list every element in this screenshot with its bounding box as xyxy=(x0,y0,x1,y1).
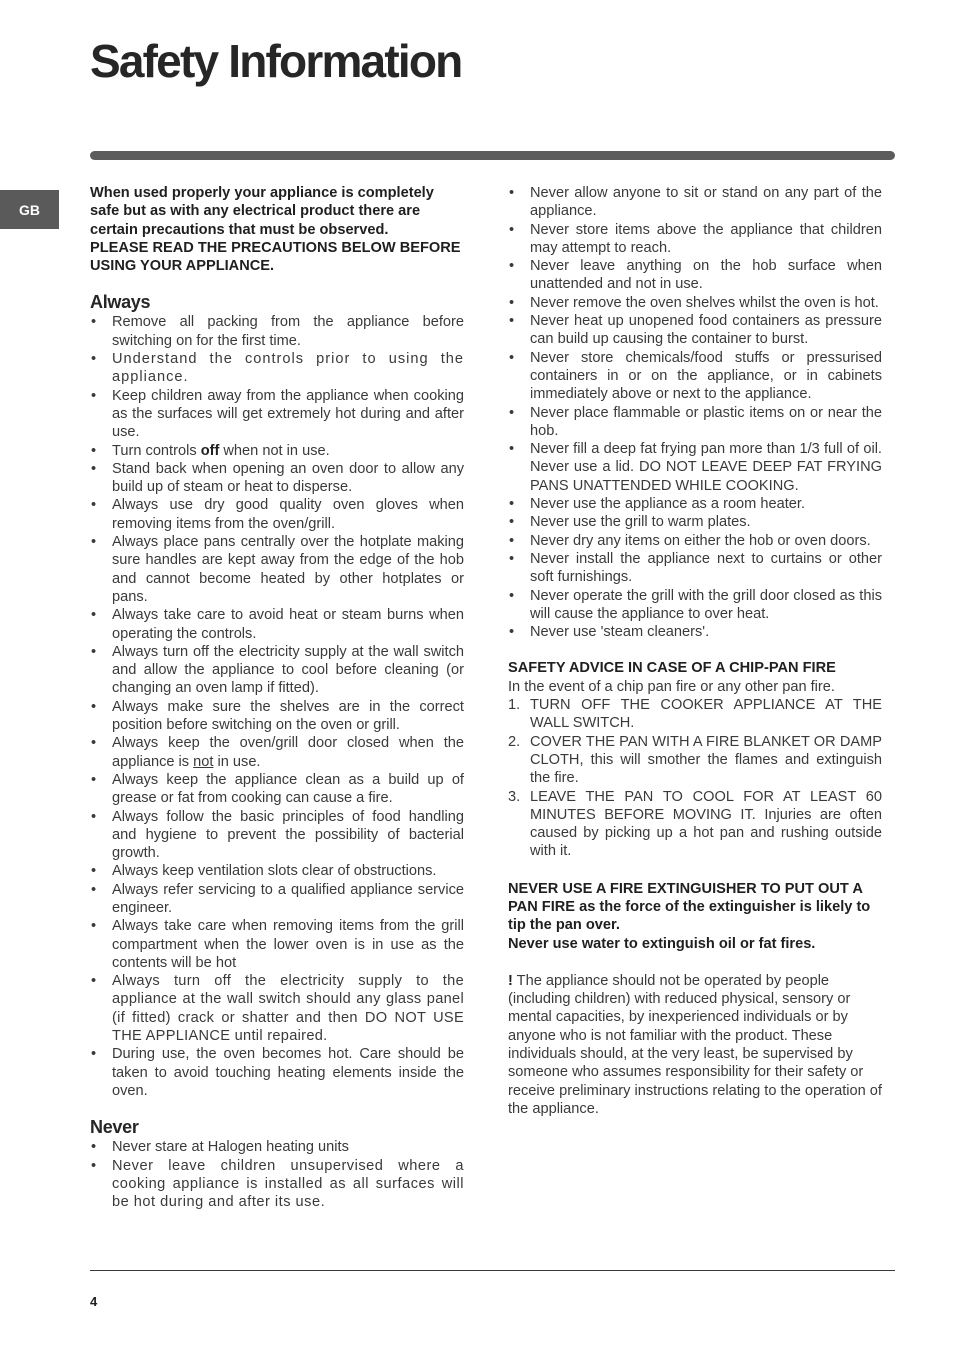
intro-line: PLEASE READ THE PRECAUTIONS BELOW BEFORE USING YOUR APPLIANCE. xyxy=(90,239,461,275)
chip-pan-heading: SAFETY ADVICE IN CASE OF A CHIP-PAN FIRE xyxy=(508,660,836,677)
warning-line: NEVER USE A FIRE EXTINGUISHER TO PUT OUT A PAN FIRE as the force of the extinguisher is likely to tip the pan over. xyxy=(508,880,871,934)
right-column xyxy=(508,184,882,1118)
list-item: • Never store chemicals/food stuffs or pressurised containers in or on the appliance, or in cabinets immediately above or next to the appliance. xyxy=(508,349,882,404)
step-number: 1. xyxy=(508,697,521,714)
list-item: • Never operate the grill with the grill door closed as this will cause the appliance to over heat. xyxy=(508,587,882,624)
list-item: • Always follow the basic principles of food handling and hygiene to prevent the possibility of bacterial growth. xyxy=(90,808,464,863)
chip-pan-steps xyxy=(508,696,882,861)
step-number: 2. xyxy=(508,733,521,750)
supervision-note xyxy=(508,972,882,1118)
list-item: • Always keep ventilation slots clear of obstructions. xyxy=(90,862,464,880)
page-number: 4 xyxy=(90,1294,98,1309)
list-item: • Always keep the appliance clean as a build up of grease or fat from cooking can cause a fire. xyxy=(90,771,464,808)
never-list-right xyxy=(508,184,882,641)
list-item: • Never stare at Halogen heating units xyxy=(90,1138,464,1156)
list-item: • Always turn off the electricity supply to the appliance at the wall switch should any glass panel (if fitted) crack or shatter and then DO NOT USE THE APPLIANCE until repaired. xyxy=(90,972,464,1045)
list-item: • Never place flammable or plastic items on or near the hob. xyxy=(508,404,882,441)
extinguisher-warning xyxy=(508,880,882,953)
item-text: Turn controls xyxy=(112,442,201,459)
list-item: • Always take care when removing items from the grill compartment when the lower oven is in use as the contents will be hot xyxy=(90,917,464,972)
list-item: • Never heat up unopened food containers as pressure can build up causing the container to burst. xyxy=(508,312,882,349)
list-item: • Always turn off the electricity supply at the wall switch and allow the appliance to cool before cleaning (or changing an oven lamp if fitted). xyxy=(90,643,464,698)
list-item: • Never store items above the appliance that children may attempt to reach. xyxy=(508,221,882,258)
always-heading: Always xyxy=(90,292,151,313)
list-item: • Never dry any items on either the hob or oven doors. xyxy=(508,532,882,550)
list-item: • Always take care to avoid heat or steam burns when operating the controls. xyxy=(90,606,464,643)
list-item: • Always use dry good quality oven gloves when removing items from the oven/grill. xyxy=(90,496,464,533)
header-divider-bar xyxy=(90,151,895,160)
step-item xyxy=(508,733,882,788)
list-item: • Never leave children unsupervised where a cooking appliance is installed as all surfaces will be hot during and after its use. xyxy=(90,1157,464,1212)
list-item: • Never remove the oven shelves whilst the oven is hot. xyxy=(508,294,882,312)
list-item: • Never fill a deep fat frying pan more than 1/3 full of oil. Never use a lid. DO NOT LEAVE DEEP FAT FRYING PANS UNATTENDED WHILE COOKING. xyxy=(508,440,882,495)
step-number: 3. xyxy=(508,788,521,805)
item-text: when not in use. xyxy=(219,442,330,459)
footer-divider xyxy=(90,1270,895,1271)
page-title: Safety Information xyxy=(90,35,462,87)
list-item: • Never use the grill to warm plates. xyxy=(508,513,882,531)
list-item: • Never use 'steam cleaners'. xyxy=(508,623,882,641)
never-list-left xyxy=(90,1138,464,1211)
list-item xyxy=(90,734,464,771)
note-text: The appliance should not be operated by people (including children) with reduced physical, sensory or mental capacities, by inexperienced individuals or by anyone who is not familiar with the product. These individuals should, at the very least, be supervised by someone who assumes responsibility for their safety or receive preliminary instructions relating to the operation of the appliance. xyxy=(508,972,882,1117)
list-item: • During use, the oven becomes hot. Care should be taken to avoid touching heating elements inside the oven. xyxy=(90,1045,464,1100)
warning-line: Never use water to extinguish oil or fat fires. xyxy=(508,935,816,952)
list-item: • Never leave anything on the hob surface when unattended and not in use. xyxy=(508,257,882,294)
chip-pan-lead: In the event of a chip pan fire or any other pan fire. xyxy=(508,678,835,695)
list-item: • Understand the controls prior to using the appliance. xyxy=(90,350,464,387)
list-item: • Always refer servicing to a qualified appliance service engineer. xyxy=(90,881,464,918)
item-text: Always keep the oven/grill door closed when the appliance is xyxy=(112,735,464,770)
step-item xyxy=(508,696,882,733)
language-tab: GB xyxy=(0,190,59,229)
intro-paragraph xyxy=(90,184,464,275)
list-item: • Remove all packing from the appliance before switching on for the first time. xyxy=(90,313,464,350)
list-item: • Never use the appliance as a room heater. xyxy=(508,495,882,513)
item-emphasis: off xyxy=(200,442,220,459)
always-list xyxy=(90,313,464,1100)
intro-line: When used properly your appliance is completely safe but as with any electrical product there are certain precautions that must be observed. xyxy=(90,185,434,238)
step-text: COVER THE PAN WITH A FIRE BLANKET OR DAMP CLOTH, this will smother the flames and extinguish the fire. xyxy=(530,733,882,787)
step-item xyxy=(508,788,882,861)
exclamation-icon: ! xyxy=(508,972,513,989)
step-text: LEAVE THE PAN TO COOL FOR AT LEAST 60 MINUTES BEFORE MOVING IT. Injuries are often caused by picking up a hot pan and rushing outside with it. xyxy=(530,788,882,860)
list-item: • Always place pans centrally over the hotplate making sure handles are kept away from the edge of the hob and cannot become heated by other hotplates or pans. xyxy=(90,533,464,606)
list-item xyxy=(90,442,464,460)
item-underline: not xyxy=(193,753,214,770)
left-column xyxy=(90,184,464,1211)
list-item: • Keep children away from the appliance when cooking as the surfaces will get extremely hot during and after use. xyxy=(90,387,464,442)
item-text: in use. xyxy=(213,753,261,770)
list-item: • Never install the appliance next to curtains or other soft furnishings. xyxy=(508,550,882,587)
step-text: TURN OFF THE COOKER APPLIANCE AT THE WALL SWITCH. xyxy=(530,697,882,732)
list-item: • Stand back when opening an oven door to allow any build up of steam or heat to disperse. xyxy=(90,460,464,497)
list-item: • Never allow anyone to sit or stand on any part of the appliance. xyxy=(508,184,882,221)
never-heading: Never xyxy=(90,1117,139,1138)
list-item: • Always make sure the shelves are in the correct position before switching on the oven or grill. xyxy=(90,698,464,735)
